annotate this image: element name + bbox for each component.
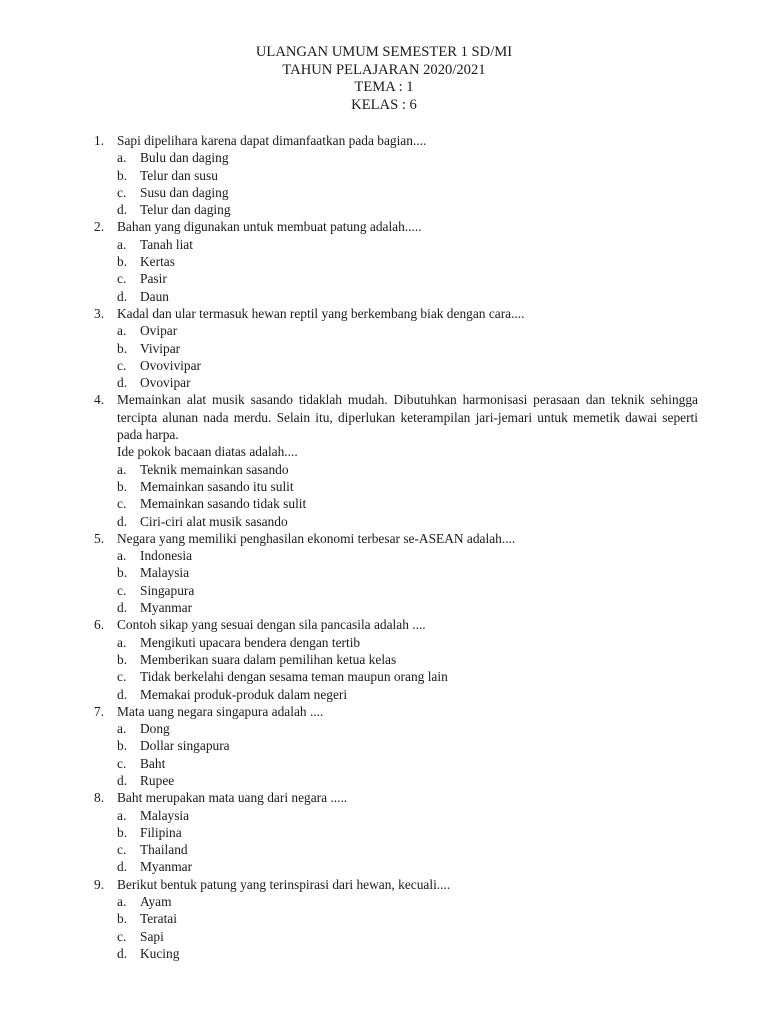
option-text: Thailand (140, 842, 188, 858)
option-letter: a. (117, 461, 127, 477)
option-text: Ovovipar (140, 375, 191, 391)
question-number: 1. (94, 133, 105, 148)
answer-option (117, 167, 698, 184)
option-text: Bulu dan daging (140, 150, 229, 166)
answer-option (117, 374, 698, 391)
option-list (117, 893, 698, 962)
answer-option (117, 288, 698, 305)
question-number: 3. (94, 305, 105, 321)
option-letter: a. (117, 894, 127, 910)
option-text: Kertas (140, 254, 175, 270)
option-text: Dollar singapura (140, 738, 230, 754)
question-item (0, 530, 768, 616)
option-text: Myanmar (140, 859, 193, 875)
answer-option (117, 824, 698, 841)
option-text: Memainkan sasando itu sulit (140, 478, 294, 494)
option-letter: c. (117, 928, 127, 944)
option-list (117, 236, 698, 305)
option-letter: b. (117, 824, 128, 840)
option-letter: d. (117, 772, 128, 788)
answer-option (117, 478, 698, 495)
answer-option (117, 928, 698, 945)
answer-option (117, 322, 698, 339)
question-text: Bahan yang digunakan untuk membuat patung adalah..... (117, 219, 422, 235)
answer-option (117, 807, 698, 824)
option-text: Teknik memainkan sasando (140, 461, 289, 477)
option-text: Sapi (140, 928, 164, 944)
option-list (117, 461, 698, 530)
question-item (0, 305, 768, 391)
option-letter: d. (117, 686, 128, 702)
option-letter: c. (117, 582, 127, 598)
academic-year: TAHUN PELAJARAN 2020/2021 (282, 61, 486, 78)
option-text: Singapura (140, 582, 195, 598)
question-number: 8. (94, 790, 105, 806)
option-text: Mengikuti upacara bendera dengan tertib (140, 634, 361, 650)
option-letter: d. (117, 600, 128, 616)
option-letter: d. (117, 375, 128, 391)
answer-option (117, 858, 698, 875)
exam-title: ULANGAN UMUM SEMESTER 1 SD/MI (255, 44, 513, 60)
option-list (117, 322, 698, 391)
option-list (117, 547, 698, 616)
answer-option (117, 945, 698, 962)
option-letter: d. (117, 945, 128, 961)
option-text: Vivipar (140, 340, 181, 356)
answer-option (117, 495, 698, 512)
answer-option (117, 340, 698, 357)
option-letter: b. (117, 254, 128, 270)
option-letter: a. (117, 548, 127, 564)
option-text: Ovovivipar (140, 357, 201, 373)
answer-option (117, 893, 698, 910)
answer-option (117, 772, 698, 789)
option-text: Memainkan sasando tidak sulit (140, 496, 307, 512)
option-letter: d. (117, 859, 128, 875)
option-text: Baht (140, 755, 166, 771)
option-letter: a. (117, 150, 127, 166)
option-letter: c. (117, 357, 127, 373)
question-item (0, 789, 768, 875)
question-text: Baht merupakan mata uang dari negara ..... (117, 790, 348, 806)
option-letter: d. (117, 202, 128, 218)
question-text: Mata uang negara singapura adalah .... (117, 703, 324, 719)
option-letter: b. (117, 651, 128, 667)
answer-option (117, 720, 698, 737)
question-item (0, 132, 768, 218)
option-list (117, 807, 698, 876)
question-number: 9. (94, 876, 105, 892)
answer-option (117, 582, 698, 599)
question-item (0, 616, 768, 702)
answer-option (117, 755, 698, 772)
question-list (0, 132, 768, 962)
option-text: Malaysia (140, 565, 190, 581)
answer-option (117, 253, 698, 270)
option-letter: c. (117, 184, 127, 200)
option-text: Rupee (140, 772, 175, 788)
question-number: 2. (94, 219, 105, 235)
question-text: Negara yang memiliki penghasilan ekonomi terbesar se-ASEAN adalah.... (117, 530, 516, 546)
option-text: Filipina (140, 824, 182, 840)
option-letter: c. (117, 271, 127, 287)
option-letter: c. (117, 755, 127, 771)
answer-option (117, 564, 698, 581)
question-number: 7. (94, 703, 105, 719)
question-item (0, 218, 768, 304)
option-text: Telur dan daging (140, 202, 231, 218)
answer-option (117, 201, 698, 218)
option-letter: a. (117, 807, 127, 823)
answer-option (117, 686, 698, 703)
question-text: Memainkan alat musik sasando tidaklah mudah. Dibutuhkan harmonisasi perasaan dan teknik sehingga tercipta alunan nada merdu. Selain itu, diperlukan keterampilan jari-jemari untuk memetik dawai seperti pada harpa. (117, 392, 698, 443)
option-list (117, 149, 698, 218)
class-label: KELAS : 6 (351, 96, 417, 113)
answer-option (117, 236, 698, 253)
answer-option (117, 357, 698, 374)
question-number: 5. (94, 530, 105, 546)
question-text: Berikut bentuk patung yang terinspirasi dari hewan, kecuali.... (117, 876, 451, 892)
option-text: Memakai produk-produk dalam negeri (140, 686, 348, 702)
question-number: 4. (94, 392, 105, 408)
question-number: 6. (94, 617, 105, 633)
option-text: Kucing (140, 945, 180, 961)
option-letter: b. (117, 565, 128, 581)
option-text: Ovipar (140, 323, 178, 339)
option-text: Ciri-ciri alat musik sasando (140, 513, 288, 529)
question-prompt: Ide pokok bacaan diatas adalah.... (117, 444, 298, 460)
answer-option (117, 737, 698, 754)
answer-option (117, 461, 698, 478)
question-text: Sapi dipelihara karena dapat dimanfaatkan pada bagian.... (117, 133, 427, 148)
answer-option (117, 599, 698, 616)
option-text: Pasir (140, 271, 167, 287)
answer-option (117, 910, 698, 927)
option-list (117, 634, 698, 703)
option-text: Myanmar (140, 600, 193, 616)
answer-option (117, 547, 698, 564)
option-letter: b. (117, 911, 128, 927)
option-letter: d. (117, 513, 128, 529)
answer-option (117, 841, 698, 858)
option-text: Malaysia (140, 807, 190, 823)
option-letter: b. (117, 478, 128, 494)
answer-option (117, 668, 698, 685)
question-item (0, 876, 768, 962)
exam-header (0, 44, 768, 114)
option-text: Telur dan susu (140, 167, 218, 183)
option-letter: a. (117, 634, 127, 650)
option-letter: a. (117, 323, 127, 339)
question-item (0, 391, 768, 529)
option-letter: c. (117, 496, 127, 512)
answer-option (117, 634, 698, 651)
question-text: Kadal dan ular termasuk hewan reptil yang berkembang biak dengan cara.... (117, 305, 525, 321)
answer-option (117, 149, 698, 166)
option-letter: c. (117, 669, 127, 685)
option-text: Teratai (140, 911, 177, 927)
question-item (0, 703, 768, 789)
question-text: Contoh sikap yang sesuai dengan sila pancasila adalah .... (117, 617, 426, 633)
option-text: Susu dan daging (140, 184, 229, 200)
option-text: Dong (140, 721, 170, 737)
option-letter: b. (117, 167, 128, 183)
answer-option (117, 651, 698, 668)
answer-option (117, 513, 698, 530)
option-list (117, 720, 698, 789)
option-letter: b. (117, 340, 128, 356)
option-letter: a. (117, 721, 127, 737)
theme-label: TEMA : 1 (354, 79, 414, 95)
option-text: Daun (140, 288, 170, 304)
option-letter: a. (117, 236, 127, 252)
option-text: Ayam (140, 894, 172, 910)
option-letter: c. (117, 842, 127, 858)
option-text: Tidak berkelahi dengan sesama teman maupun orang lain (140, 669, 448, 685)
answer-option (117, 270, 698, 287)
option-text: Memberikan suara dalam pemilihan ketua kelas (140, 651, 397, 667)
option-letter: b. (117, 738, 128, 754)
option-text: Tanah liat (140, 236, 193, 252)
option-letter: d. (117, 288, 128, 304)
option-text: Indonesia (140, 548, 193, 564)
answer-option (117, 184, 698, 201)
